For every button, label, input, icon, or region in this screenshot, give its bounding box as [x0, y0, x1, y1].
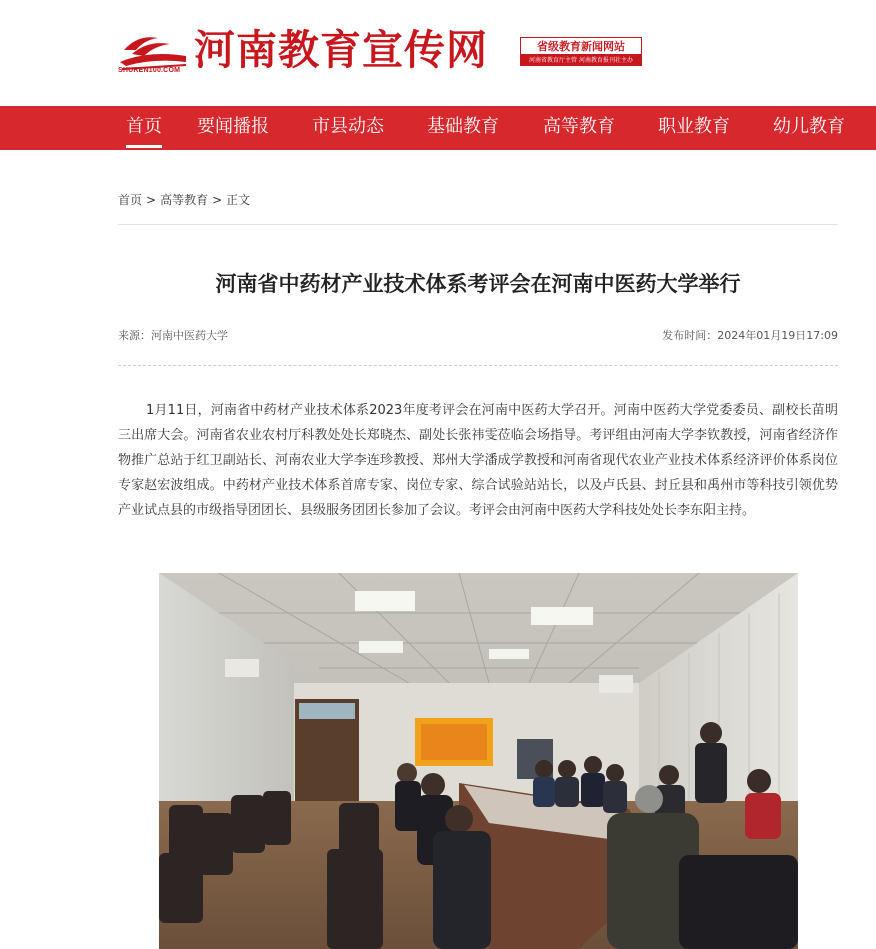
site-title[interactable]: 河南教育宣传网 [194, 26, 488, 74]
article-source: 来源：河南中医药大学 [118, 329, 228, 342]
breadcrumb-divider [118, 224, 838, 225]
nav-item-preschool-education[interactable]: 幼儿教育 [773, 116, 845, 137]
site-badge [520, 37, 642, 67]
nav-item-vocational-education[interactable]: 职业教育 [658, 116, 730, 137]
breadcrumb-separator: > [146, 193, 157, 207]
article-body-paragraph: 1月11日，河南省中药材产业技术体系2023年度考评会在河南中医药大学召开。河南中医药大学党委委员、副校长苗明三出席大会。河南省农业农村厅科教处处长郑晓杰、副处长张祎雯莅临会场指导。考评组由河南大学李钦教授，河南省经济作物推广总站于红卫副站长、河南农业大学李连珍教授、郑州大学潘成学教授和河南省现代农业产业技术体系经济评价体系岗位专家赵宏波组成。中药材产业技术体系首席专家、岗位专家、综合试验站站长，以及卢氏县、封丘县和禹州市等科技引领优势产业试点县的市级指导团团长、县级服务团团长参加了会议。考评会由河南中医药大学科技处处长李东阳主持。 [118, 403, 838, 518]
badge-top-text: 省级教育新闻网站 [520, 37, 642, 55]
breadcrumb-separator: > [212, 193, 223, 207]
logo-domain-text: SHUREN100.COM [118, 67, 181, 74]
nav-item-news[interactable]: 要闻播报 [197, 116, 269, 137]
meeting-photo [159, 573, 798, 949]
nav-item-city-county[interactable]: 市县动态 [312, 116, 384, 137]
article-publish-time: 发布时间：2024年01月19日17:09 [662, 329, 838, 342]
breadcrumb [118, 191, 250, 209]
main-nav [0, 106, 876, 150]
nav-item-higher-education[interactable]: 高等教育 [543, 116, 615, 137]
site-header [0, 0, 876, 106]
nav-item-basic-education[interactable]: 基础教育 [427, 116, 499, 137]
breadcrumb-category-link[interactable]: 高等教育 [160, 193, 209, 207]
meta-divider [118, 365, 838, 366]
breadcrumb-home-link[interactable]: 首页 [118, 193, 143, 207]
article-title: 河南省中药材产业技术体系考评会在河南中医药大学举行 [215, 272, 741, 296]
breadcrumb-current: 正文 [226, 193, 251, 207]
badge-bottom-text: 河南省教育厅主管 河南教育报刊社主办 [520, 55, 642, 66]
nav-item-home[interactable]: 首页 [126, 106, 162, 150]
